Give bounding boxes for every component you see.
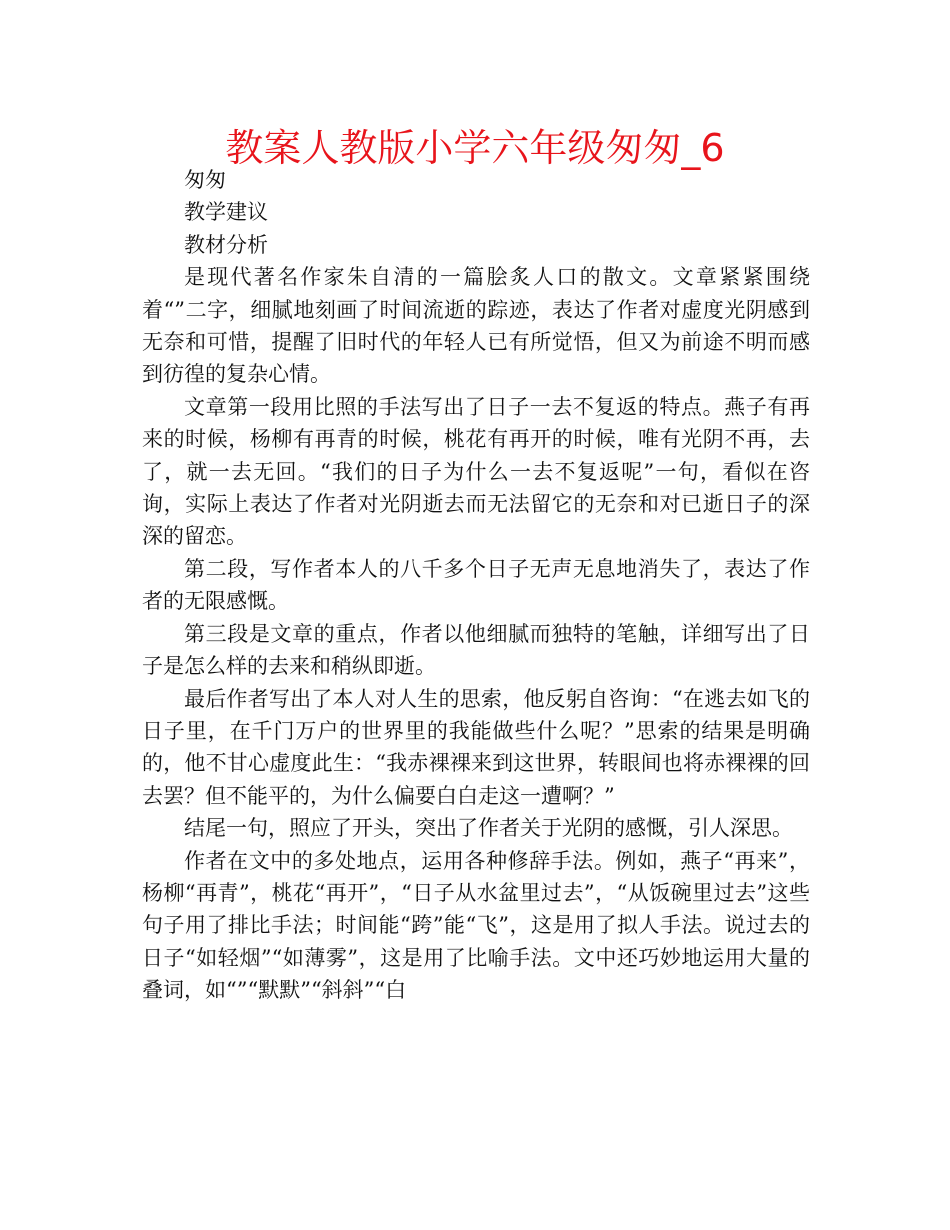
paragraph-section-three: 第三段是文章的重点，作者以他细腻而独特的笔触，详细写出了日子是怎么样的去来和稍纵即逝。 [142, 621, 810, 679]
document-title: 教案人教版小学六年级匆匆_6 [225, 126, 725, 170]
paragraph-heading-suggestion: 教学建议 [184, 200, 268, 225]
paragraph-intro: 是现代著名作家朱自清的一篇脍炙人口的散文。文章紧紧围绕着“”二字，细腻地刻画了时间流逝的踪迹，表达了作者对虚度光阴感到无奈和可惜，提醒了旧时代的年轻人已有所觉悟，但又为前途不明而感到彷徨的复杂心情。 [142, 265, 810, 387]
paragraph-heading-analysis: 教材分析 [184, 232, 268, 257]
paragraph-reflection: 最后作者写出了本人对人生的思索，他反躬自咨询：“在逃去如飞的日子里，在千门万户的世界里的我能做些什么呢？”思索的结果是明确的，他不甘心虚度此生：“我赤裸裸来到这世界，转眼间也将赤裸裸的回去罢？但不能平的，为什么偏要白白走这一遭啊？” [142, 686, 810, 808]
document-body [142, 164, 810, 1007]
paragraph-rhetoric: 作者在文中的多处地点，运用各种修辞手法。例如，燕子“再来”，杨柳“再青”，桃花“再开”，“日子从水盆里过去”，“从饭碗里过去”这些句子用了排比手法；时间能“跨”能“飞”，这是用了拟人手法。说过去的日子“如轻烟”“如薄雾”，这是用了比喻手法。文中还巧妙地运用大量的叠词，如“”“默默”“斜斜”“白 [142, 848, 810, 1003]
paragraph-heading-title: 匆匆 [184, 168, 226, 192]
paragraph-ending: 结尾一句，照应了开头，突出了作者关于光阴的感慨，引人深思。 [184, 816, 793, 841]
paragraph-section-two: 第二段，写作者本人的八千多个日子无声无息地消失了，表达了作者的无限感慨。 [142, 556, 810, 614]
paragraph-section-one: 文章第一段用比照的手法写出了日子一去不复返的特点。燕子有再来的时候，杨柳有再青的时候，桃花有再开的时候，唯有光阴不再，去了，就一去无回。“我们的日子为什么一去不复返呢”一句，看似在咨询，实际上表达了作者对光阴逝去而无法留它的无奈和对已逝日子的深深的留恋。 [142, 394, 810, 549]
